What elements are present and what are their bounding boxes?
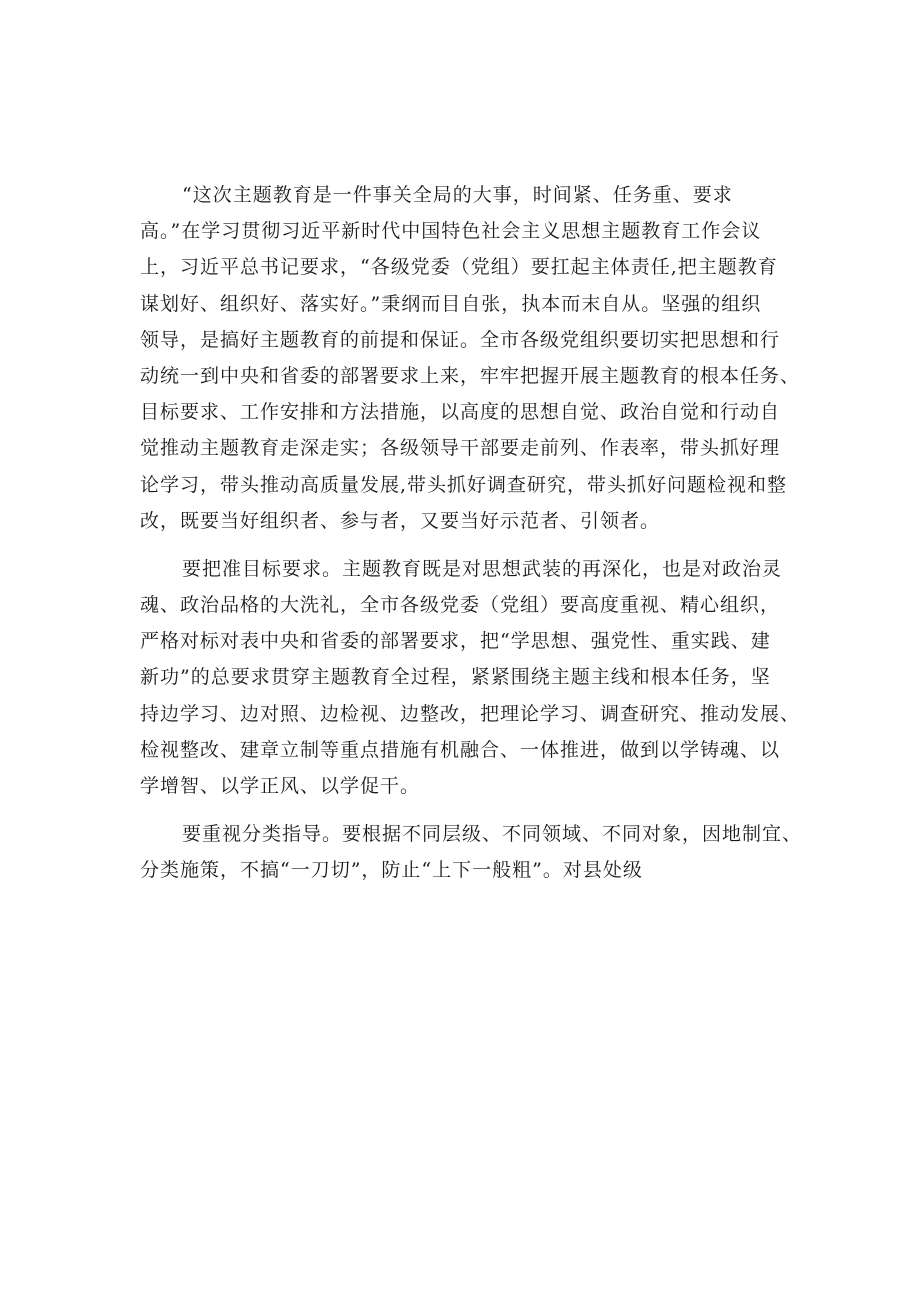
paragraph-line: 学增智、以学正风、以学促干。	[140, 775, 421, 797]
paragraph-2	[140, 551, 801, 804]
paragraph-line: “这次主题教育是一件事关全局的大事，时间紧、任务重、要求	[182, 184, 733, 206]
paragraph-gap	[140, 804, 790, 816]
paragraph-gap	[140, 539, 790, 551]
paragraph-line: 改，既要当好组织者、参与者，又要当好示范者、引领者。	[140, 509, 661, 532]
paragraph-line: 上，习近平总书记要求，“各级党委（党组）要扛起主体责任,把主题教育	[140, 256, 778, 279]
paragraph-line: 要把准目标要求。主题教育既是对思想武装的再深化，也是对政治灵	[182, 557, 783, 580]
paragraph-line: 魂、政治品格的大洗礼，全市各级党委（党组）要高度重视、精心组织，	[140, 594, 781, 617]
paragraph-line: 严格对标对表中央和省委的部署要求，把“学思想、强党性、重实践、建	[140, 630, 771, 653]
paragraph-line: 谋划好、组织好、落实好。”秉纲而目自张，执本而末自从。坚强的组织	[140, 292, 762, 315]
paragraph-line: 要重视分类指导。要根据不同层级、不同领域、不同对象，因地制宜、	[182, 823, 803, 846]
paragraph-line: 持边学习、边对照、边检视、边整改，把理论学习、调查研究、推动发展、	[140, 702, 801, 725]
paragraph-line: 检视整改、建章立制等重点措施有机融合、一体推进，做到以学铸魂、以	[140, 738, 781, 761]
paragraph-3	[140, 816, 803, 888]
paragraph-line: 领导，是搞好主题教育的前提和保证。全市各级党组织要切实把思想和行	[140, 328, 781, 351]
paragraph-line: 觉推动主题教育走深走实；各级领导干部要走前列、作表率，带头抓好理	[140, 437, 781, 460]
paragraph-line: 高。”在学习贯彻习近平新时代中国特色社会主义思想主题教育工作会议	[140, 220, 762, 243]
paragraph-line: 目标要求、工作安排和方法措施，以高度的思想自觉、政治自觉和行动自	[140, 401, 781, 424]
document-body	[140, 177, 803, 889]
paragraph-line: 论学习，带头推动高质量发展,带头抓好调查研究，带头抓好问题检视和整	[140, 473, 788, 496]
paragraph-line: 新功”的总要求贯穿主题教育全过程，紧紧围绕主题主线和根本任务，坚	[140, 666, 771, 689]
paragraph-1	[140, 177, 801, 539]
paragraph-line: 分类施策，不搞“一刀切”，防止“上下一般粗”。对县处级	[140, 859, 643, 882]
paragraph-line: 动统一到中央和省委的部署要求上来，牢牢把握开展主题教育的根本任务、	[140, 364, 801, 387]
